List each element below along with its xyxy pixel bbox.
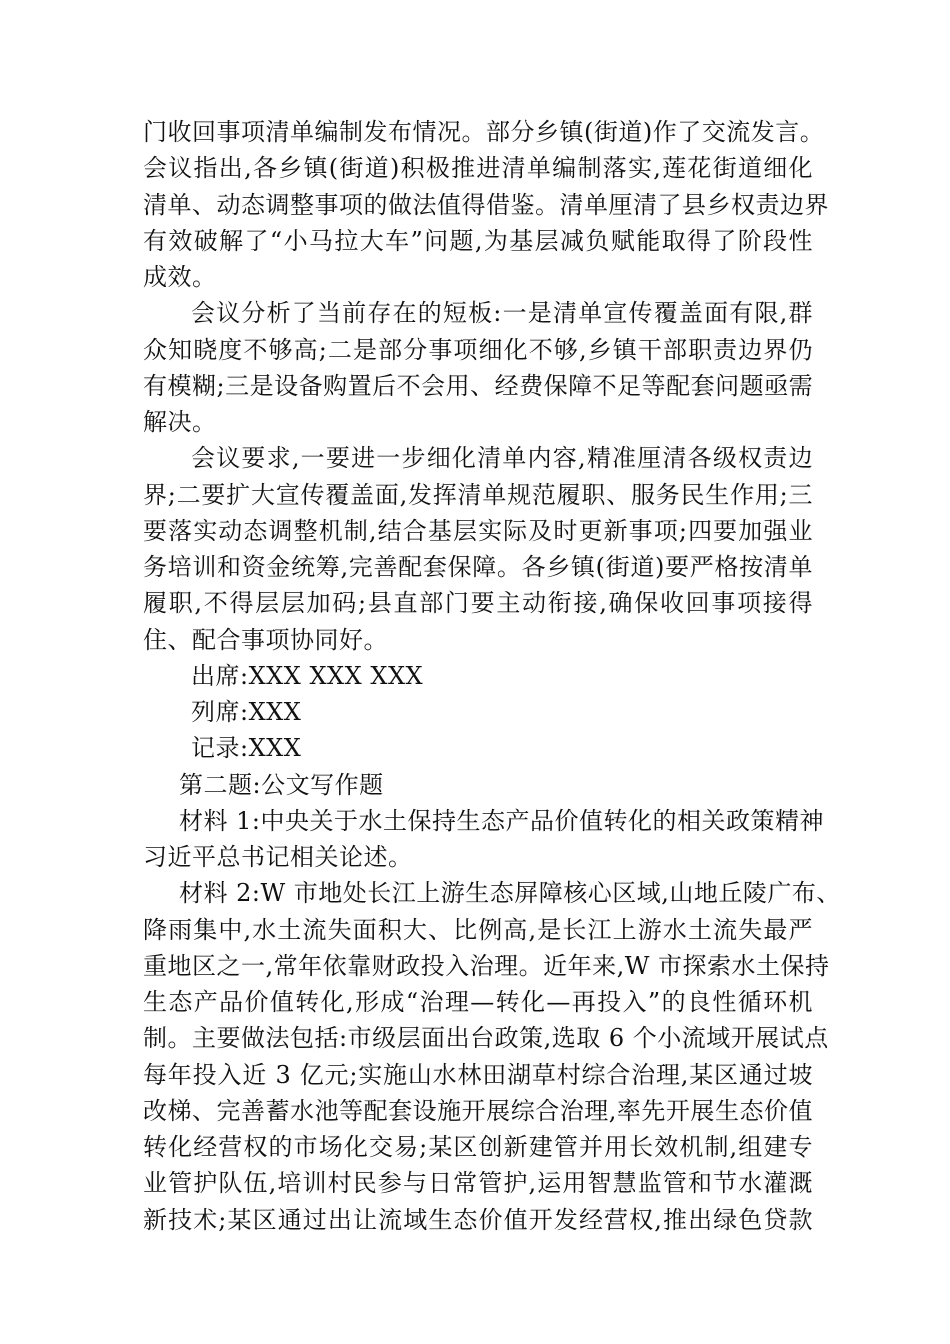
text-line: 住、配合事项协同好。 xyxy=(143,626,388,654)
text-line: 习近平总书记相关论述。 xyxy=(143,843,413,871)
text-line: 重地区之一,常年依靠财政投入治理。近年来,W 市探索水土保持 xyxy=(143,952,830,980)
text-line: 解决。 xyxy=(143,408,217,436)
paragraph-first-line: 会议分析了当前存在的短板:一是清单宣传覆盖面有限,群 xyxy=(191,299,813,327)
text-line: 清单、动态调整事项的做法值得借鉴。清单厘清了县乡权责边界 xyxy=(143,191,829,219)
text-line: 每年投入近 3 亿元;实施山水林田湖草村综合治理,某区通过坡 xyxy=(143,1061,813,1089)
text-line: 降雨集中,水土流失面积大、比例高,是长江上游水土流失最严 xyxy=(143,916,813,944)
text-line: 改梯、完善蓄水池等配套设施开展综合治理,率先开展生态价值 xyxy=(143,1097,813,1125)
text-line: 业管护队伍,培训村民参与日常管护,运用智慧监管和节水灌溉 xyxy=(143,1169,813,1197)
text-line: 界;二要扩大宣传覆盖面,发挥清单规范履职、服务民生作用;三 xyxy=(143,481,813,509)
text-line: 有效破解了“小马拉大车”问题,为基层减负赋能取得了阶段性 xyxy=(143,227,813,255)
text-line: 会议指出,各乡镇(街道)积极推进清单编制落实,莲花街道细化 xyxy=(143,154,813,182)
paragraph-first-line: 会议要求,一要进一步细化清单内容,精准厘清各级权责边 xyxy=(191,444,813,472)
recorder-line: 记录:XXX xyxy=(191,734,302,762)
text-line: 成效。 xyxy=(143,263,217,291)
attendance-line: 出席:XXX XXX XXX xyxy=(191,662,424,690)
text-line: 制。主要做法包括:市级层面出台政策,选取 6 个小流域开展试点 xyxy=(143,1024,829,1052)
material-line: 材料 2:W 市地处长江上游生态屏障核心区域,山地丘陵广布、 xyxy=(179,879,841,907)
text-line: 有模糊;三是设备购置后不会用、经费保障不足等配套问题亟需 xyxy=(143,372,814,400)
attendance-line: 列席:XXX xyxy=(191,698,302,726)
text-line: 履职,不得层层加码;县直部门要主动衔接,确保收回事项接得 xyxy=(143,589,813,617)
text-line: 新技术;某区通过出让流域生态价值开发经营权,推出绿色贷款 xyxy=(143,1206,813,1234)
section-heading: 第二题:公文写作题 xyxy=(179,771,384,799)
text-line: 生态产品价值转化,形成“治理—转化—再投入”的良性循环机 xyxy=(143,988,813,1016)
text-line: 转化经营权的市场化交易;某区创新建管并用长效机制,组建专 xyxy=(143,1133,813,1161)
text-line: 众知晓度不够高;二是部分事项细化不够,乡镇干部职责边界仍 xyxy=(143,336,813,364)
text-line: 务培训和资金统筹,完善配套保障。各乡镇(街道)要严格按清单 xyxy=(143,553,813,581)
material-line: 材料 1:中央关于水土保持生态产品价值转化的相关政策精神 xyxy=(179,807,824,835)
text-line: 要落实动态调整机制,结合基层实际及时更新事项;四要加强业 xyxy=(143,517,813,545)
text-line: 门收回事项清单编制发布情况。部分乡镇(街道)作了交流发言。 xyxy=(143,118,825,146)
